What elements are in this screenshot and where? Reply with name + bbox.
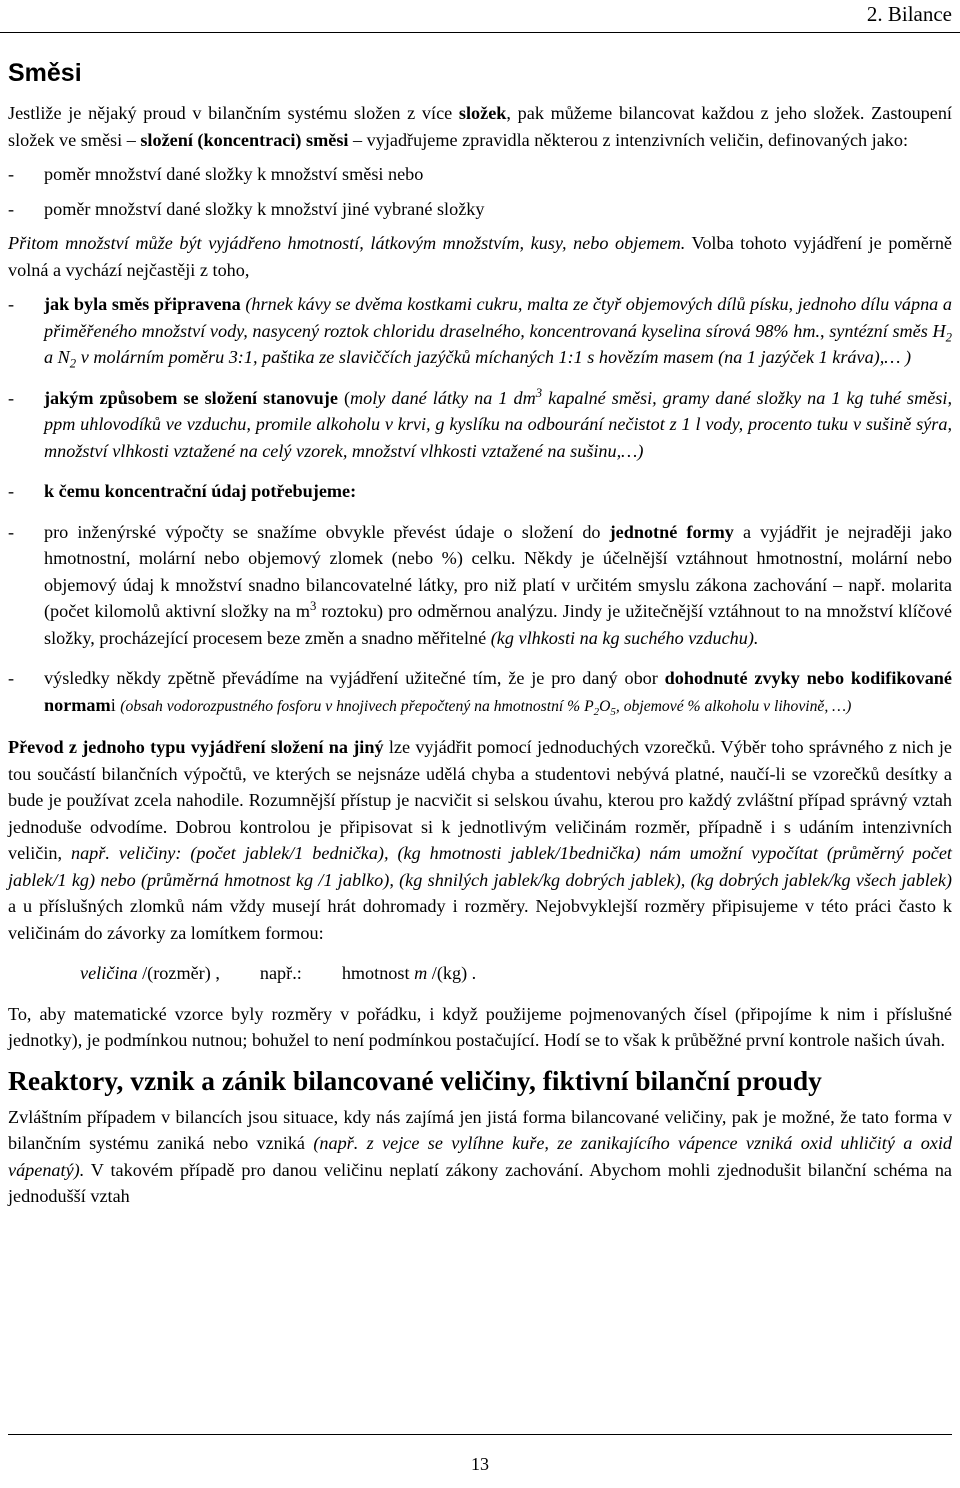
text-run: roztoku) pro odměrnou analýzu. Jindy je užitečnější vztáhnout to na množství klíčové složky, procházející procesem beze změn a snadno měřitelné xyxy=(44,601,952,648)
text-run: složek xyxy=(458,103,507,123)
text-run: 2 xyxy=(593,706,600,719)
dash-marker: - xyxy=(8,198,15,219)
list-item-text xyxy=(44,665,952,720)
section-title-smesi: Směsi xyxy=(8,59,82,87)
list-item-text xyxy=(44,291,952,371)
text-run: poměr množství dané složky k množství jiné vybrané složky xyxy=(44,198,485,219)
text-run: 3 xyxy=(310,598,317,613)
text-run: , xyxy=(820,320,830,341)
text-run: , objemové % alkoholu v lihovině, …) xyxy=(615,697,852,715)
text-run: O xyxy=(599,697,611,715)
definition-item xyxy=(8,161,952,188)
formula-quantity: veličina xyxy=(80,963,138,983)
section-title-reactors: Reaktory, vznik a zánik bilancované veličiny, fiktivní bilanční proudy xyxy=(8,1064,822,1096)
paragraph-intro xyxy=(8,100,952,153)
list-item-method xyxy=(8,385,952,465)
text-run: 5 xyxy=(610,706,616,719)
text-run: 2 xyxy=(69,356,77,371)
text-run: Jestliže je nějaký proud v bilančním systému složen z více xyxy=(8,103,459,123)
text-run: Zvláštním případem v bilancích jsou situace, kdy nás zajímá jen jistá forma bilancované veličiny, pak je možné, že tato forma v bilančním systému zaniká nebo vzniká xyxy=(8,1106,952,1153)
list-item-text xyxy=(44,385,952,465)
text-run: v molárním poměru 3:1, paštika ze slaviččích jazýčků míchaných 1:1 s hovězím masem (na 1 jazýček 1 kráva),… ) xyxy=(76,347,912,367)
text-run: a u příslušných zlomků nám vždy musejí hrát dohromady i rozměry. Nejobvyklejší rozměry připisujeme v této práci často k veličinám do závorky za lomítkem formou: xyxy=(8,896,952,943)
definition-text xyxy=(44,161,952,188)
dash-marker: - xyxy=(8,668,15,688)
text-run: (obsah vodorozpustného fosforu v hnojivech přepočtený na hmotnostní % P xyxy=(120,697,594,715)
list-item-text xyxy=(44,519,952,652)
text-run: jakým způsobem se složení stanovuje xyxy=(44,387,338,408)
list-item-results xyxy=(8,665,952,720)
formula-symbol: m xyxy=(414,963,428,983)
paragraph-conversion xyxy=(8,734,952,946)
page-number: 13 xyxy=(471,1454,489,1474)
text-run: dohodnuté zvyky nebo kodifikované normam xyxy=(44,668,952,715)
text-run: a vyjádřit je nejraději jako hmotnostní, molární nebo objemový zlomek (nebo %) celku. Někdy je účelnější vztáhnout hmotnostní, molární nebo objemový údaj k množství snadno bilancovatelné látky, pro niž platí v určitém smyslu zákona zachování – např. molarita (počet kilomolů aktivní složky na m xyxy=(44,521,953,621)
text-run: výsledky někdy zpětně převádíme na vyjádření užitečné tím, že je pro daný obor xyxy=(44,668,665,688)
text-run: 3 xyxy=(535,385,543,400)
text-run: (hrnek kávy se dvěma kostkami cukru, malta ze čtyř objemových dílů písku, jednoho dílu vápna a přiměřeného množství vody, nasycený roztok chloridu draselného, koncentrovaná kyselina sírová 98% hm. xyxy=(44,294,952,341)
text-run: kapalné směsi, gramy dané složky na 1 kg tuhé směsi, ppm uhlovodíků ve vzduchu, promile alkoholu v krvi, g kyslíku na odbourání nečistot z 1 l vody, procento tuku v sušině sýra, množství vlhkosti vztažené na celý vzorek, množství vlhkosti vztažené na sušinu,…) xyxy=(44,387,952,461)
dash-marker: - xyxy=(8,481,15,501)
formula-mass: hmotnost xyxy=(341,963,415,983)
page-content xyxy=(8,58,952,1210)
text-run: syntézní směs H xyxy=(829,320,946,341)
paragraph-expression xyxy=(8,230,952,283)
text-run: – vyjadřujeme zpravidla některou z intenzivních veličin, definovaných jako: xyxy=(348,129,909,150)
formula-example xyxy=(8,960,952,987)
header-rule xyxy=(0,32,960,33)
definition-item xyxy=(8,196,952,223)
text-run: (kg vlhkosti na kg suchého vzduchu). xyxy=(490,627,759,648)
text-run: Převod z jednoho typu vyjádření složení na jiný xyxy=(8,737,384,757)
text-run: lze vyjádřit pomocí jednoduchých vzorečků. Výběr toho správného z nich je tou součástí bilančních výpočtů, ve kterých se nejsnáze udělá chyba a studentovi nebývá platné, naučí-li se vzorečků desítky a bude je používat zcela nahodile. Rozumnější přístup je nacvičit si selskou úvahu, kterou pro každý zvláštní případ správný vztah jednoduše odvodíme. Dobrou kontrolou je připisovat si k jednotlivým veličinám rozměr, případně i s udáním intenzivních veličin, xyxy=(8,737,952,863)
text-run: složení (koncentraci) směsi xyxy=(140,129,349,150)
paragraph-dimensions: To, aby matematické vzorce byly rozměry v pořádku, i když použijeme pojmenovaných čísel (připojíme k nim i příslušné jednotky), je podmínkou nutnou; bohužel to není podmínkou postačující. Hodí se to však k průběžné první kontrole našich úvah. xyxy=(8,1003,952,1050)
paragraph-reactors xyxy=(8,1104,952,1210)
text-run: jak byla směs připravena xyxy=(44,294,241,314)
text-run: 2 xyxy=(945,330,952,345)
dash-marker: - xyxy=(8,387,15,408)
chapter-label: 2. Bilance xyxy=(866,2,952,26)
definition-text xyxy=(44,196,952,223)
text-run: k čemu koncentrační údaj potřebujeme: xyxy=(44,481,357,501)
list-item-preparation xyxy=(8,291,952,371)
text-run: např. veličiny: (počet jablek/1 bednička), (kg hmotnosti jablek/1bednička) nám umožní vypočítat (průměrný počet jablek/1 kg) nebo (průměrná hmotnost kg /1 jablko), (kg shnilých jablek/kg dobrých jablek), (kg dobrých jablek/kg všech jablek) xyxy=(8,843,952,890)
expression-rest: Volba tohoto vyjádření je poměrně volná a vychází nejčastěji z toho, xyxy=(8,233,952,280)
dash-marker: - xyxy=(8,164,15,184)
footer-rule xyxy=(8,1434,952,1435)
page-header xyxy=(0,0,960,36)
page-footer xyxy=(0,1432,960,1488)
text-run: , pak můžeme bilancovat každou z jeho složek. Zastoupení složek ve směsi – xyxy=(8,103,952,150)
text-run: moly dané látky na 1 dm xyxy=(350,387,536,408)
text-run: poměr množství dané složky k množství směsi nebo xyxy=(44,164,424,184)
list-item-engineering xyxy=(8,519,952,652)
text-run: V takovém případě pro danou veličinu neplatí zákony zachování. Abychom mohli zjednodušit bilanční schéma na jednodušší vztah xyxy=(8,1159,952,1206)
text-run: i xyxy=(110,694,121,715)
list-item-text xyxy=(44,478,952,505)
dash-marker: - xyxy=(8,521,15,542)
text-run: ( xyxy=(337,387,351,408)
formula-unit: /(kg) . xyxy=(427,963,477,983)
dash-marker: - xyxy=(8,294,15,314)
text-run: pro inženýrské výpočty se snažíme obvykle převést údaje o složení do xyxy=(44,521,610,542)
expression-italic: Přitom množství může být vyjádřeno hmotností, látkovým množstvím, kusy, nebo objemem. xyxy=(8,233,686,253)
text-run: a N xyxy=(44,347,70,367)
text-run: jednotné formy xyxy=(609,521,734,542)
formula-dimension: /(rozměr) , xyxy=(137,963,220,983)
list-item-purpose xyxy=(8,478,952,505)
text-run: (např. z vejce se vylíhne kuře, ze zanikajícího vápence vzniká oxid uhličitý a oxid vápenatý). xyxy=(8,1133,953,1180)
formula-eg: např.: xyxy=(259,963,302,983)
